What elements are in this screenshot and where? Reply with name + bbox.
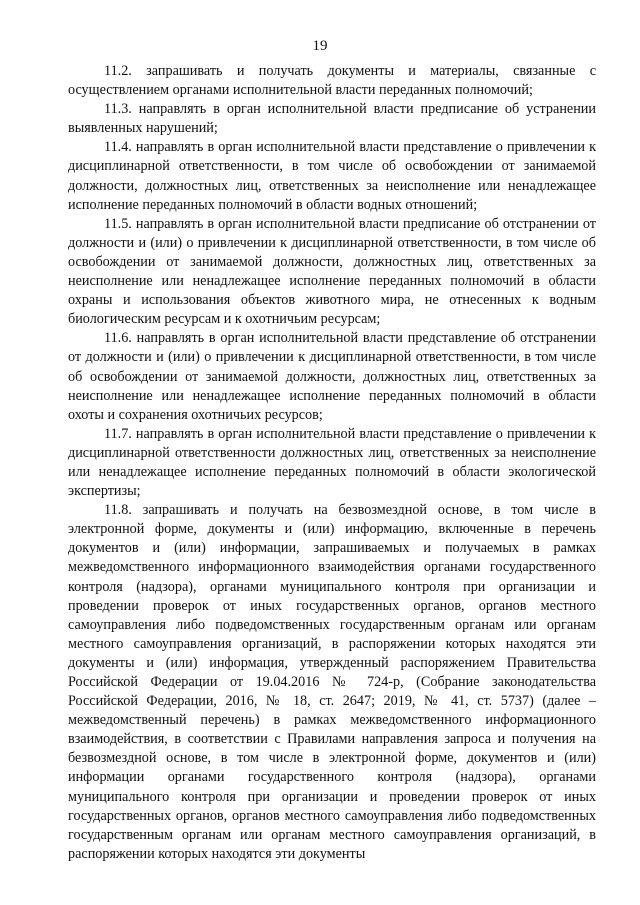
- document-body: [68, 62, 596, 864]
- paragraph-11-8: 11.8. запрашивать и получать на безвозмездной основе, в том числе в электронной форме, документы и (или) информацию, включенные в перечень документов и (или) информации, запрашиваемых и получаемых в рамках межведомственного информационного взаимодействия органами государственного контроля (надзора), органами муниципального контроля при организации и проведении проверок от иных государственных органов, органов местного самоуправления либо подведомственных государственным органам или органам местного самоуправления организаций, в распоряжении которых находятся эти документы и (или) информация, утвержденный распоряжением Правительства Российской Федерации от 19.04.2016 № 724-р, (Собрание законодательства Российской Федерации, 2016, № 18, ст. 2647; 2019, № 41, ст. 5737) (далее – межведомственный перечень) в рамках межведомственного информационного взаимодействия, в соответствии с Правилами направления запроса и получения на безвозмездной основе, в том числе в электронной форме, документов и (или) информации органами государственного контроля (надзора), органами муниципального контроля при организации и проведении проверок от иных государственных органов, органов местного самоуправления либо подведомственных государственным органам или органам местного самоуправления организаций, в распоряжении которых находятся эти документы: [68, 502, 596, 862]
- paragraph-11-2: 11.2. запрашивать и получать документы и материалы, связанные с осуществлением органами исполнительной власти переданных полномочий;: [68, 63, 596, 99]
- page-number: 19: [312, 38, 328, 54]
- paragraph-11-4: 11.4. направлять в орган исполнительной власти представление о привлечении к дисциплинарной ответственности, в том числе об освобождении от занимаемой должности, должностных лиц, ответственных за неисполнение или ненадлежащее исполнение переданных полномочий в области водных отношений;: [68, 139, 596, 213]
- paragraph-11-6: 11.6. направлять в орган исполнительной власти представление об отстранении от должности и (или) о привлечении к дисциплинарной ответственности, в том числе об освобождении от занимаемой должности, должностных лиц, ответственных за неисполнение или ненадлежащее исполнение переданных полномочий в области охоты и сохранения охотничьих ресурсов;: [68, 330, 596, 423]
- paragraph-11-7: 11.7. направлять в орган исполнительной власти представление о привлечении к дисциплинарной ответственности должностных лиц, ответственных за неисполнение или ненадлежащее исполнение переданных полномочий в области экологической экспертизы;: [68, 425, 596, 500]
- paragraph-11-3: 11.3. направлять в орган исполнительной власти предписание об устранении выявленных нарушений;: [68, 101, 596, 137]
- paragraph-11-5: 11.5. направлять в орган исполнительной власти предписание об отстранении от должности и (или) о привлечении к дисциплинарной ответственности, в том числе об освобождении от занимаемой должности, должностных лиц, ответственных за неисполнение или ненадлежащее исполнение переданных полномочий в области охраны и использования объектов животного мира, не отнесенных к водным биологическим ресурсам и к охотничьим ресурсам;: [68, 215, 596, 328]
